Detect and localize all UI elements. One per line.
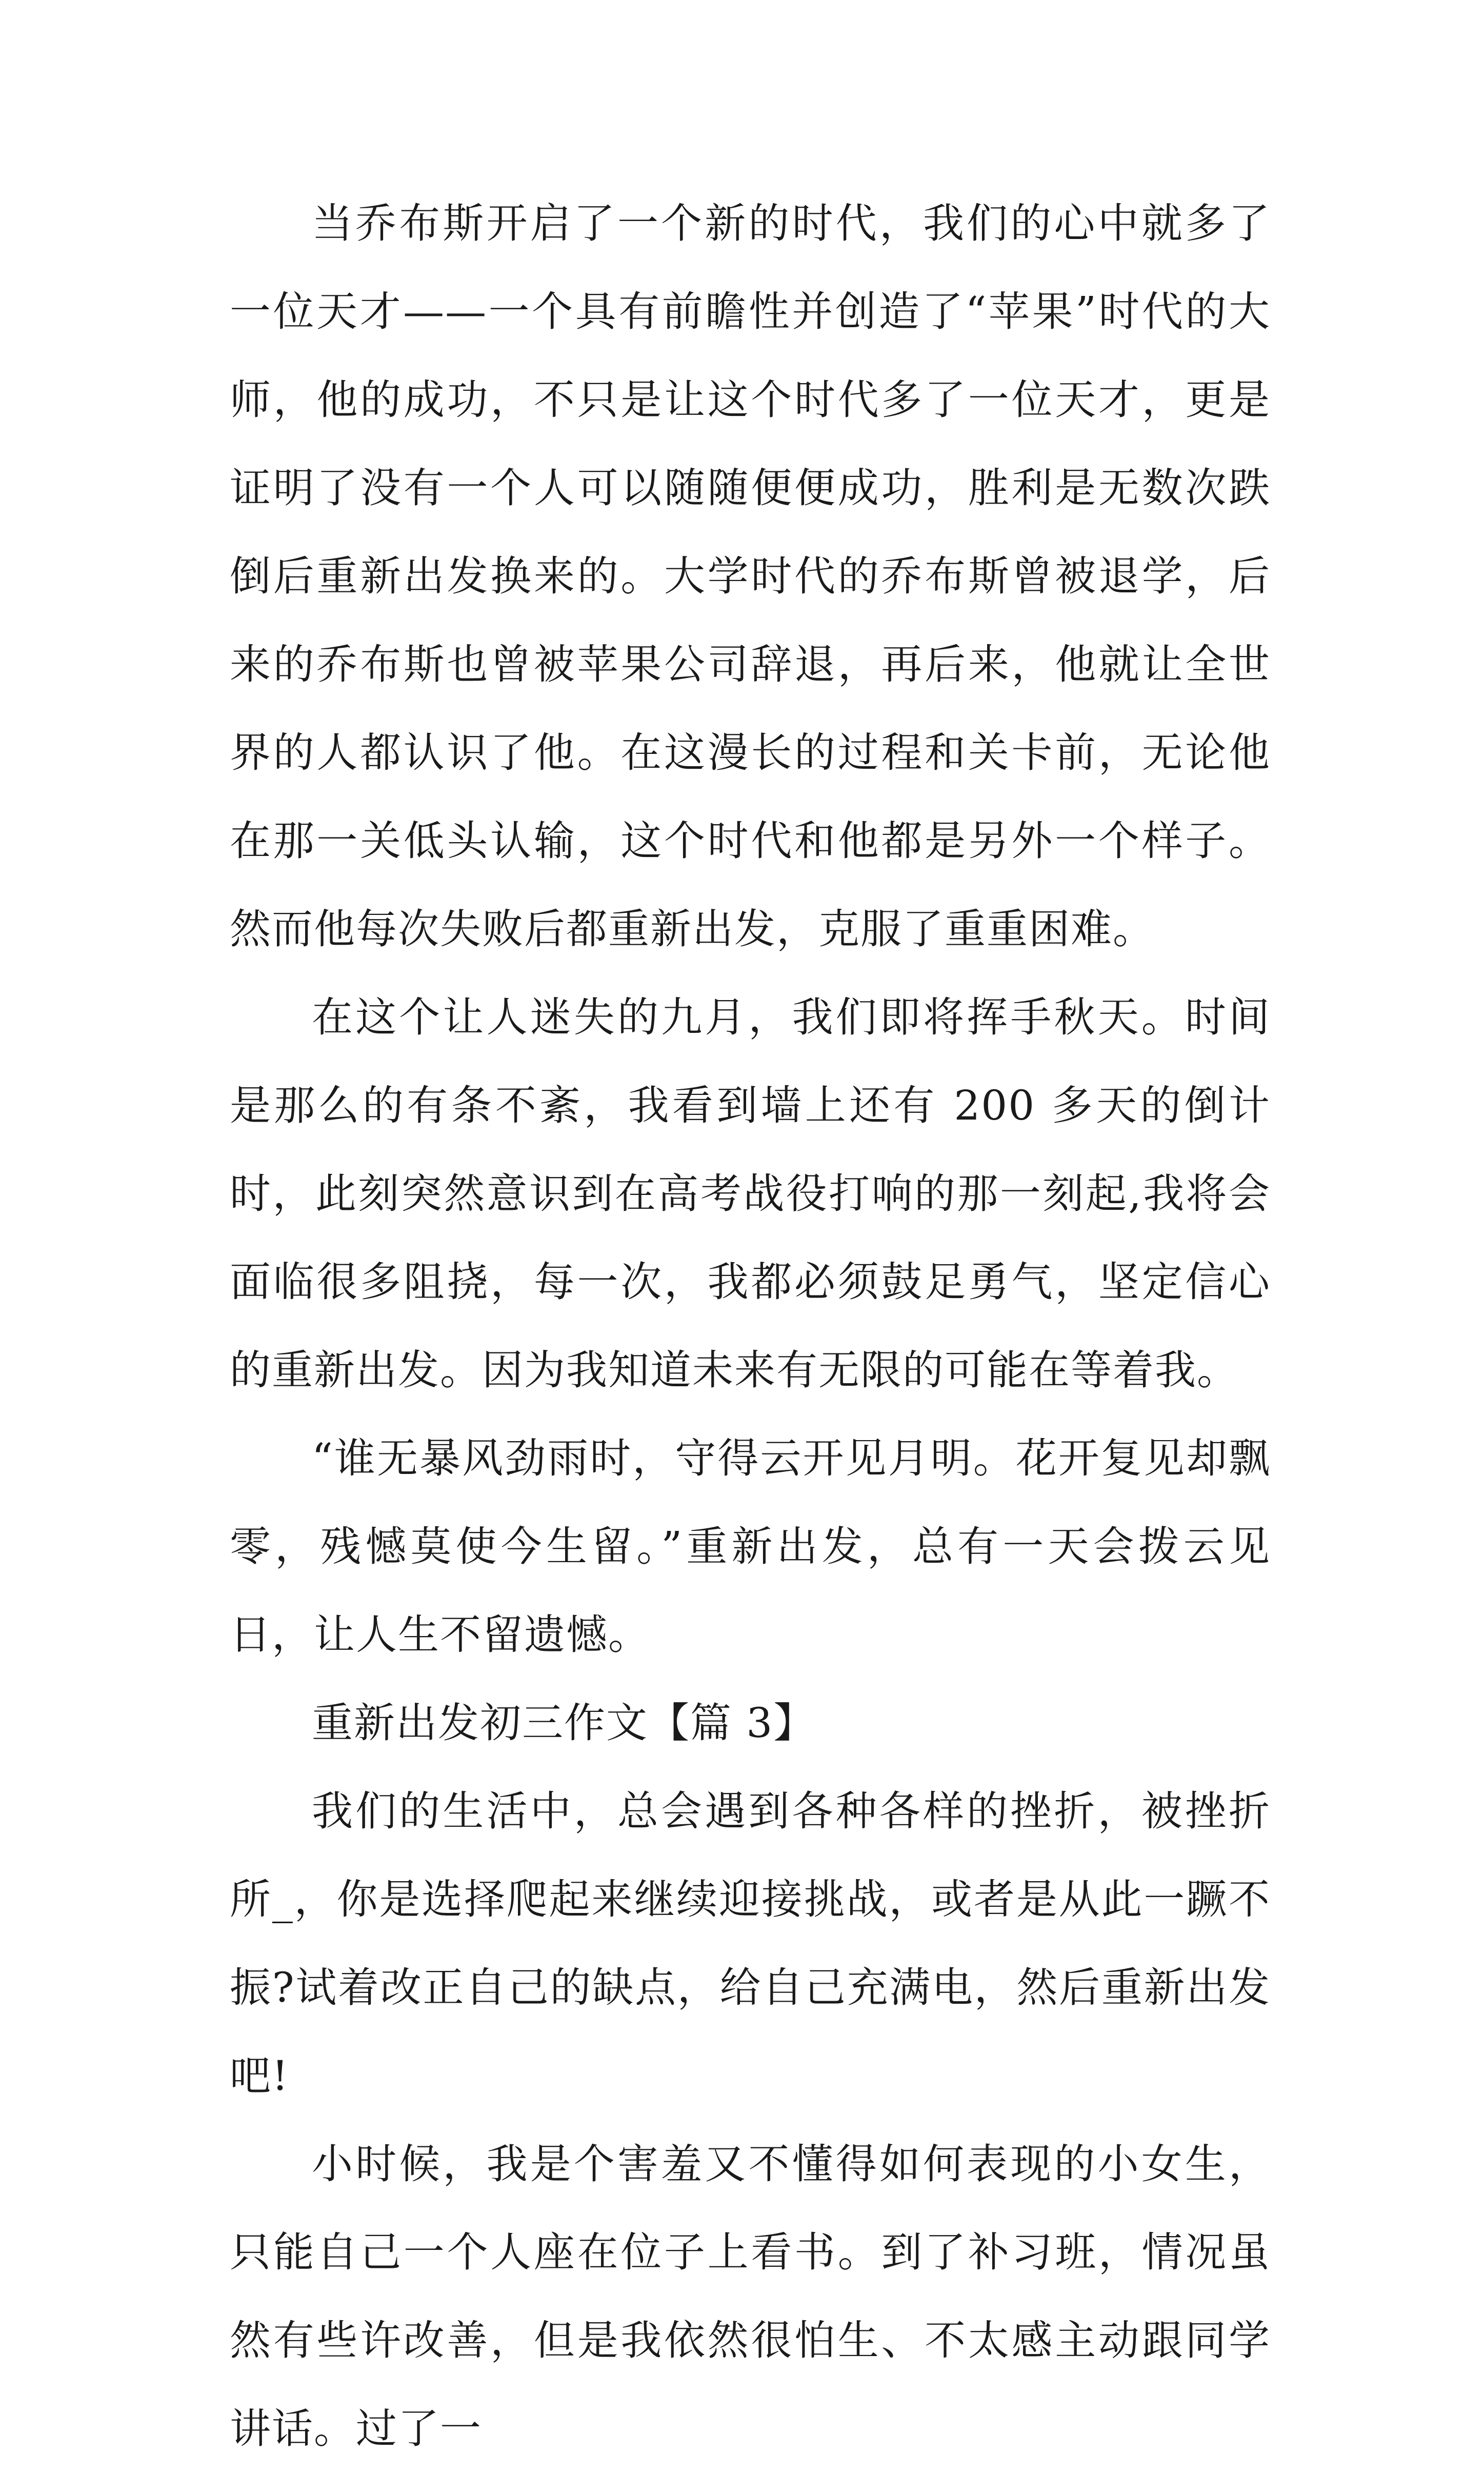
paragraph-poem-quote: “谁无暴风劲雨时，守得云开见月明。花开复见却飘零，残憾莫使今生留。”重新出发，总有一天会拨云见日，让人生不留遗憾。	[230, 1434, 1271, 1659]
paragraph-childhood: 小时候，我是个害羞又不懂得如何表现的小女生，只能自己一个人座在位子上看书。到了补习班，情况虽然有些许改善，但是我依然很怕生、不太感主动跟同学讲话。过了一	[230, 2140, 1271, 2452]
paragraph-september: 在这个让人迷失的九月，我们即将挥手秋天。时间是那么的有条不紊，我看到墙上还有 200 多天的倒计时，此刻突然意识到在高考战役打响的那一刻起,我将会面临很多阻挠，每一次，我都必须鼓足勇气，坚定信心的重新出发。因为我知道未来有无限的可能在等着我。	[230, 993, 1271, 1394]
paragraph-jobs: 当乔布斯开启了一个新的时代，我们的心中就多了一位天才——一个具有前瞻性并创造了“苹果”时代的大师，他的成功，不只是让这个时代多了一位天才，更是证明了没有一个人可以随随便便成功，胜利是无数次跌倒后重新出发换来的。大学时代的乔布斯曾被退学，后来的乔布斯也曾被苹果公司辞退，再后来，他就让全世界的人都认识了他。在这漫长的过程和关卡前，无论他在那一关低头认输，这个时代和他都是另外一个样子。然而他每次失败后都重新出发，克服了重重困难。	[230, 200, 1271, 953]
section-heading: 重新出发初三作文【篇 3】	[312, 1699, 816, 1747]
paragraph-setbacks: 我们的生活中，总会遇到各种各样的挫折，被挫折所_，你是选择爬起来继续迎接挑战，或者是从此一蹶不振?试着改正自己的缺点，给自己充满电，然后重新出发吧!	[230, 1787, 1271, 2100]
document-body	[230, 180, 1271, 2473]
